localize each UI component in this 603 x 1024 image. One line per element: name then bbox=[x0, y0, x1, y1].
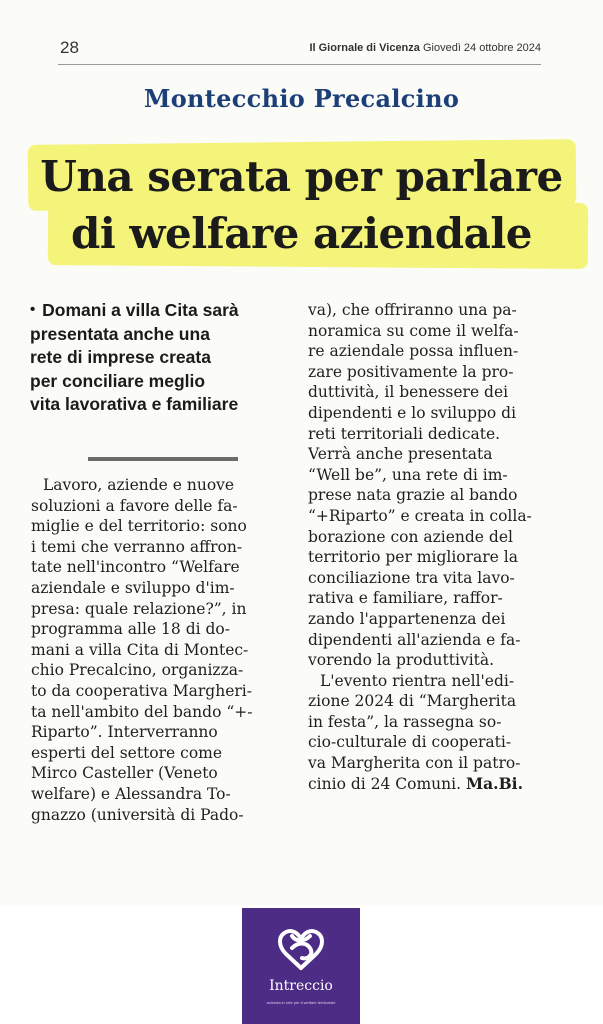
body-column-left bbox=[31, 475, 283, 825]
body-line-final bbox=[308, 774, 566, 795]
body-line: zando l'appartenenza dei bbox=[308, 609, 506, 628]
subhead-line: rete di imprese creata bbox=[30, 347, 211, 367]
body-line: presa: quale relazione?”, in bbox=[31, 599, 247, 618]
body-line: Riparto”. Interverranno bbox=[31, 723, 218, 742]
body-line: dipendenti e lo sviluppo di bbox=[308, 403, 517, 422]
subhead-line: presentata anche una bbox=[30, 323, 210, 344]
body-line: cio-culturale di cooperati- bbox=[308, 733, 512, 752]
body-line: in festa”, la rassegna so- bbox=[308, 712, 502, 731]
subhead-line: Domani a villa Cita sarà bbox=[42, 300, 239, 320]
body-line: soluzioni a favore delle fa- bbox=[31, 496, 238, 515]
logo-name: Intreccio bbox=[269, 978, 333, 994]
intreccio-logo bbox=[242, 908, 360, 1024]
section-divider bbox=[88, 457, 238, 461]
body-line: borazione con aziende del bbox=[308, 527, 513, 546]
body-line: vorendo la produttività. bbox=[308, 651, 495, 670]
issue-date: Giovedì 24 ottobre 2024 bbox=[422, 42, 541, 54]
body-line: noramica su come il welfa- bbox=[308, 321, 519, 340]
body-line: chio Precalcino, organizza- bbox=[31, 661, 244, 680]
logo-tagline: azienda in rete per il welfare territoriale bbox=[266, 1000, 336, 1005]
body-line: reti territoriali dedicate. bbox=[308, 424, 501, 443]
body-line: Mirco Casteller (Veneto bbox=[31, 764, 218, 783]
page-number: 28 bbox=[60, 38, 79, 57]
body-line: duttività, il benessere dei bbox=[308, 383, 509, 402]
headline-line: Una serata per parlare bbox=[40, 152, 563, 201]
body-line: cinio di 24 Comuni. bbox=[308, 774, 462, 793]
author-signature: Ma.Bi. bbox=[465, 773, 523, 793]
body-line: Verrà anche presentata bbox=[308, 445, 493, 464]
article-kicker: Montecchio Precalcino bbox=[143, 84, 460, 113]
body-line: esperti del settore come bbox=[31, 743, 223, 762]
body-line: zare positivamente la pro- bbox=[308, 362, 514, 381]
body-line: miglie e del territorio: sono bbox=[31, 517, 247, 536]
body-line: va), che offriranno una pa- bbox=[308, 301, 517, 319]
body-line: i temi che verranno affron- bbox=[31, 537, 243, 556]
headline-line: di welfare aziendale bbox=[70, 209, 533, 258]
body-column-right bbox=[308, 300, 566, 794]
body-line: “+Riparto” e creata in colla- bbox=[308, 506, 532, 525]
body-line: ta nell'ambito del bando “+- bbox=[31, 702, 253, 721]
body-line: zione 2024 di “Margherita bbox=[308, 692, 517, 711]
body-line: prese nata grazie al bando bbox=[308, 486, 518, 505]
body-line: tate nell'incontro “Welfare bbox=[31, 558, 240, 577]
body-line: rativa e familiare, raffor- bbox=[308, 589, 503, 608]
body-line: mani a villa Cita di Montec- bbox=[31, 640, 249, 659]
subhead-line: per conciliare meglio bbox=[30, 370, 206, 391]
body-line: L'evento rientra nell'edi- bbox=[320, 671, 515, 690]
body-line: va Margherita con il patro- bbox=[308, 754, 521, 773]
body-line: re aziendale possa influen- bbox=[308, 342, 519, 361]
masthead bbox=[309, 42, 541, 54]
article-subhead bbox=[30, 298, 292, 417]
body-line: gnazzo (università di Pado- bbox=[31, 805, 244, 824]
bullet-icon: • bbox=[30, 301, 36, 318]
body-line: to da cooperativa Margheri- bbox=[31, 681, 252, 700]
body-line: “Well be”, una rete di im- bbox=[308, 465, 508, 484]
body-line: dipendenti all'azienda e fa- bbox=[308, 630, 521, 649]
body-line: Lavoro, aziende e nuove bbox=[43, 476, 235, 494]
body-line: welfare) e Alessandra To- bbox=[31, 784, 231, 803]
header-rule bbox=[58, 64, 541, 65]
body-line: conciliazione tra vita lavo- bbox=[308, 568, 515, 587]
subhead-line: vita lavorativa e familiare bbox=[30, 394, 239, 414]
article-headline bbox=[0, 148, 603, 262]
body-line: programma alle 18 di do- bbox=[31, 620, 231, 639]
newspaper-name: Il Giornale di Vicenza bbox=[309, 42, 420, 54]
body-line: territorio per migliorare la bbox=[308, 548, 518, 567]
intertwined-heart-icon bbox=[242, 908, 360, 978]
body-line: aziendale e sviluppo d'im- bbox=[31, 578, 235, 597]
